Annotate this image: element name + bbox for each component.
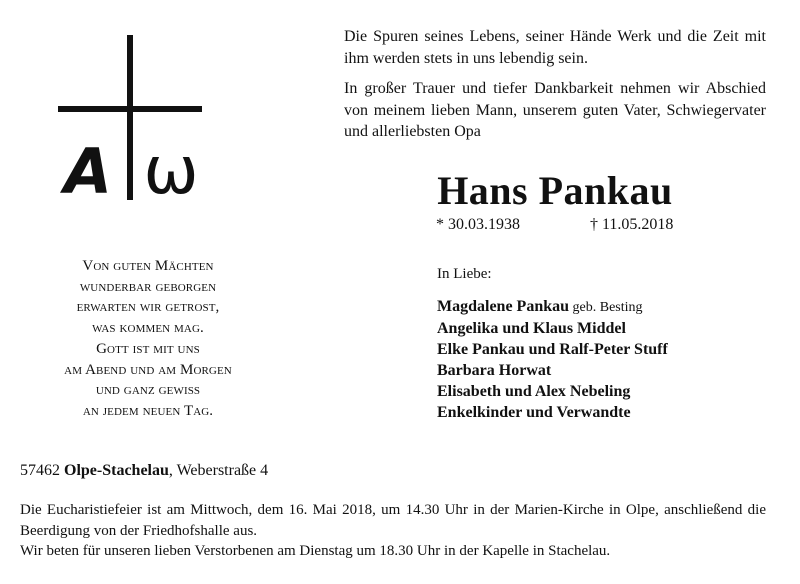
address-zip: 57462	[20, 462, 60, 479]
mourners-heading: In Liebe:	[437, 266, 492, 282]
mourner-row: Elisabeth und Alex Nebeling	[437, 383, 631, 400]
mourners-list	[437, 296, 668, 423]
intro-paragraph-2: In großer Trauer und tiefer Dankbarkeit nehmen wir Abschied von meinem lieben Mann, unserem guten Vater, Schwiegervater und allerliebsten Opa	[344, 80, 766, 140]
death-date: † 11.05.2018	[590, 216, 674, 233]
address-line	[20, 462, 268, 480]
cross-alpha-omega-symbol	[58, 35, 202, 200]
bonhoeffer-verse	[20, 256, 276, 422]
mourner-row: Elke Pankau und Ralf-Peter Stuff	[437, 341, 668, 358]
verse-line: wunderbar geborgen	[79, 278, 217, 295]
cross-vertical-bar	[127, 35, 133, 200]
verse-line: Gott ist mit uns	[96, 340, 200, 357]
service-paragraph-1: Die Eucharistiefeier ist am Mittwoch, dem 16. Mai 2018, um 14.30 Uhr in der Marien-Kirche in Olpe, anschließend die Beerdigung von der Friedhofshalle aus.	[20, 502, 766, 539]
verse-line: und ganz gewiss	[95, 382, 201, 399]
verse-line: erwarten wir getrost,	[76, 299, 220, 316]
omega-letter: ω	[143, 132, 199, 200]
verse-line: am Abend und am Morgen	[64, 361, 232, 378]
service-paragraph-2: Wir beten für unseren lieben Verstorbenen am Dienstag um 18.30 Uhr in der Kapelle in Stachelau.	[20, 543, 611, 559]
maiden-name: geb. Besting	[569, 300, 643, 315]
address-street: , Weberstraße 4	[168, 462, 269, 479]
address-city: Olpe-Stachelau	[64, 462, 169, 479]
mourner-name: Magdalene Pankau	[437, 298, 570, 315]
intro-text	[344, 26, 766, 143]
birth-date: * 30.03.1938	[436, 216, 520, 233]
service-details	[20, 500, 766, 562]
mourner-row: Barbara Horwat	[437, 362, 552, 379]
mourner-row: Enkelkinder und Verwandte	[437, 404, 631, 421]
alpha-letter: A	[64, 135, 112, 200]
deceased-name: Hans Pankau	[437, 168, 673, 213]
verse-line: an jedem neuen Tag.	[82, 402, 214, 419]
verse-line: Von guten Mächten	[82, 258, 214, 274]
cross-horizontal-bar	[58, 106, 202, 112]
verse-line: was kommen mag.	[92, 320, 204, 337]
mourner-row	[437, 296, 668, 318]
mourner-row: Angelika und Klaus Middel	[437, 320, 626, 337]
intro-paragraph-1: Die Spuren seines Lebens, seiner Hände Werk und die Zeit mit ihm werden stets in uns lebendig sein.	[344, 28, 766, 67]
